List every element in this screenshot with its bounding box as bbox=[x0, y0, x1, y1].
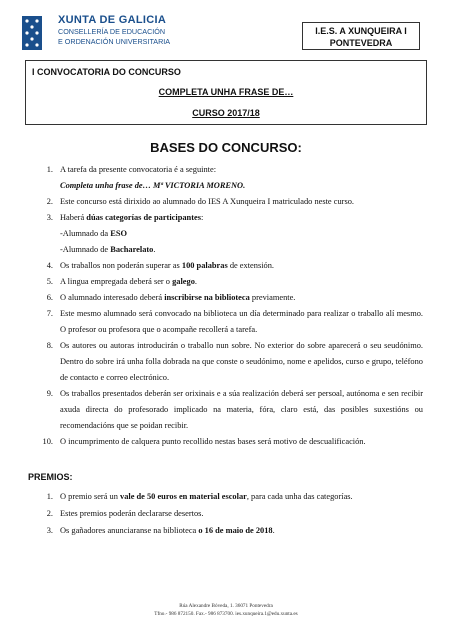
convocatoria-title: I CONVOCATORIA DO CONCURSO bbox=[32, 67, 181, 77]
text-segment: Os gañadores anunciaranse na biblioteca bbox=[60, 526, 199, 535]
text-segment: Haberá bbox=[60, 213, 87, 222]
item-number: 2. bbox=[46, 509, 53, 518]
course-year: CURSO 2017/18 bbox=[192, 108, 260, 118]
item-number: 8. bbox=[46, 341, 53, 350]
text-segment: O alumnado interesado deberá bbox=[60, 293, 165, 302]
list-item bbox=[33, 488, 423, 505]
school-box bbox=[302, 22, 420, 50]
text-segment: A lingua empregada deberá ser o bbox=[60, 277, 173, 286]
text-bold: dúas categorías de participantes bbox=[86, 213, 201, 222]
text-segment: . bbox=[153, 245, 156, 254]
item-number: 4. bbox=[46, 261, 53, 270]
premios-list bbox=[33, 488, 423, 539]
text-segment: Os traballos non poderán superar as bbox=[60, 261, 182, 270]
item-number: 9. bbox=[46, 389, 53, 398]
text-segment: -Alumnado da bbox=[60, 229, 111, 238]
list-item bbox=[33, 274, 423, 290]
text-bold: Bacharelato bbox=[110, 245, 154, 254]
text-bold: 100 palabras bbox=[181, 261, 228, 270]
category-bacharelato bbox=[60, 242, 423, 258]
item-number: 2. bbox=[46, 197, 53, 206]
footer bbox=[0, 602, 452, 618]
list-item bbox=[33, 386, 423, 434]
item-text bbox=[60, 258, 423, 274]
text-segment: de extensión. bbox=[227, 261, 275, 270]
list-item bbox=[33, 338, 423, 386]
text-segment: -Alumnado de bbox=[60, 245, 111, 254]
list-item bbox=[33, 522, 423, 539]
bases-list bbox=[33, 162, 423, 450]
item-emphasis: Completa unha frase de… Mª VICTORIA MORENO. bbox=[60, 181, 246, 190]
item-text bbox=[60, 210, 423, 226]
item-text: Estes premios poderán declararse desertos. bbox=[60, 509, 204, 518]
text-bold: inscribirse na biblioteca bbox=[164, 293, 250, 302]
item-number: 10. bbox=[42, 437, 53, 446]
text-segment: . bbox=[272, 526, 275, 535]
list-item bbox=[33, 210, 423, 258]
text-segment: : bbox=[200, 213, 204, 222]
item-text bbox=[60, 274, 423, 290]
text-bold: vale de 50 euros en material escolar bbox=[120, 492, 247, 501]
text-segment: O premio será un bbox=[60, 492, 121, 501]
item-text: Este concurso está dirixido ao alumnado do IES A Xunqueira I matriculado neste curso. bbox=[60, 197, 354, 206]
item-text bbox=[60, 522, 423, 539]
list-item bbox=[33, 162, 423, 194]
text-bold: o 16 de maio de 2018 bbox=[198, 526, 273, 535]
school-line-2: PONTEVEDRA bbox=[329, 38, 393, 48]
dept-line-1: CONSELLERÍA DE EDUCACIÓN bbox=[58, 27, 166, 36]
list-item bbox=[33, 194, 423, 210]
footer-address: Rúa Alexandre Bóveda, 1. 36071 Pontevedra bbox=[179, 603, 273, 609]
item-number: 1. bbox=[46, 492, 53, 501]
item-text: Este mesmo alumnado será convocado na biblioteca un día determinado para realizar o traballo alí mesmo. O profesor ou profesora que o acompañe recollerá a tarefa. bbox=[60, 309, 423, 334]
item-number: 3. bbox=[46, 526, 53, 535]
title-box bbox=[25, 60, 427, 125]
text-bold: galego bbox=[172, 277, 195, 286]
text-bold: ESO bbox=[110, 229, 128, 238]
organization-block bbox=[58, 14, 170, 46]
school-line-1: I.E.S. A XUNQUEIRA I bbox=[315, 26, 407, 36]
category-eso bbox=[60, 226, 423, 242]
item-number: 6. bbox=[46, 293, 53, 302]
item-text: O incumprimento de calquera punto recollido nestas bases será motivo de descualificación. bbox=[60, 437, 366, 446]
page-heading: BASES DO CONCURSO: bbox=[150, 140, 302, 155]
item-number: 5. bbox=[46, 277, 53, 286]
contest-name: COMPLETA UNHA FRASE DE… bbox=[158, 87, 294, 97]
footer-contact: Tfno.- 986 872150. Fax.- 986 873700. ies.xunqueira.1@edu.xunta.es bbox=[154, 611, 298, 617]
premios-heading: PREMIOS: bbox=[28, 472, 73, 482]
list-item bbox=[33, 306, 423, 338]
org-name: XUNTA DE GALICIA bbox=[58, 14, 167, 26]
list-item bbox=[33, 258, 423, 274]
item-number: 3. bbox=[46, 213, 53, 222]
xunta-flag-icon bbox=[22, 16, 42, 50]
text-segment: previamente. bbox=[249, 293, 296, 302]
item-text: Os traballos presentados deberán ser orixinais e a súa realización deberá ser persoal, autónoma e sen recibir axuda directa do profesorado implicado na materia, fóra, claro está, das posibles suxestións ou recomendacións que se poidan recibir. bbox=[60, 389, 423, 430]
text-segment: . bbox=[194, 277, 197, 286]
item-number: 7. bbox=[46, 309, 53, 318]
text-segment: , para cada unha das categorías. bbox=[246, 492, 353, 501]
list-item bbox=[33, 434, 423, 450]
list-item bbox=[33, 290, 423, 306]
dept-line-2: E ORDENACIÓN UNIVERSITARIA bbox=[58, 37, 171, 46]
item-text: A tarefa da presente convocatoria é a seguinte: bbox=[60, 165, 217, 174]
list-item bbox=[33, 505, 423, 522]
item-text: Os autores ou autoras introducirán o traballo nun sobre. No exterior do sobre aparecerá o seu seudónimo. Dentro do sobre irá unha folla dobrada na que conste o seudónimo, nome e apelidos, curso e grupo, teléfono de contacto e correo electrónico. bbox=[60, 341, 423, 382]
item-text bbox=[60, 290, 423, 306]
item-number: 1. bbox=[46, 165, 53, 174]
item-text bbox=[60, 488, 423, 505]
